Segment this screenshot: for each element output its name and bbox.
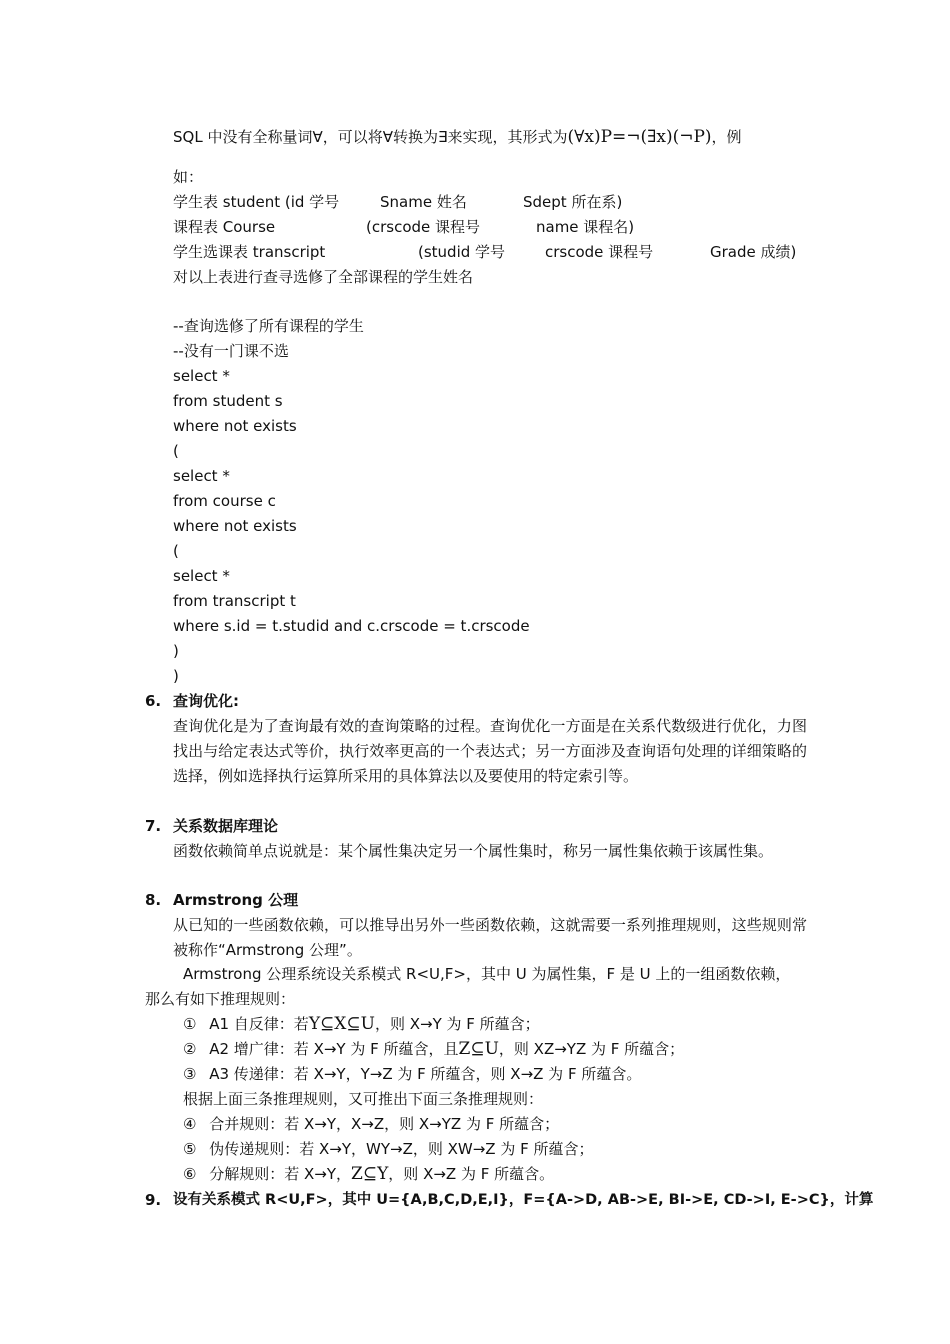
- sql-line: select *: [173, 567, 230, 585]
- section-title: Armstrong 公理: [173, 891, 299, 909]
- sql-line: ): [173, 642, 179, 660]
- section-body: 查询优化是为了查询最有效的查询策略的过程。查询优化一方面是在关系代数级进行优化，力图找出与给定表达式等价，执行效率更高的一个表达式；另一方面涉及查询语句处理的详细策略的选择，例如选择执行运算所采用的具体算法以及要使用的特定索引等。: [173, 717, 807, 785]
- sql-line: (: [173, 542, 179, 560]
- sql-line: select *: [173, 467, 230, 485]
- rule-mark: ①: [183, 1015, 197, 1033]
- transcript-col-3: crscode 课程号: [545, 243, 654, 261]
- armstrong-intro-line-1: Armstrong 公理系统设关系模式 R<U,F>，其中 U 为属性集，F 是 U 上的一组函数依赖，: [183, 965, 791, 983]
- sql-line: select *: [173, 367, 230, 385]
- transcript-col-2: (studid 学号: [418, 243, 506, 261]
- sql-line: --查询选修了所有课程的学生: [173, 317, 364, 335]
- rule-text: A1 自反律：若: [209, 1015, 309, 1033]
- formula: (∀x)P=¬(∃x)(¬P): [567, 127, 712, 147]
- intro-line-1: [173, 126, 742, 148]
- rule-mark: ③: [183, 1065, 197, 1083]
- rule-text: A3 传递律：若 X→Y，Y→Z 为 F 所蕴含，则 X→Z 为 F 所蕴含。: [209, 1065, 642, 1083]
- rule-text: ，则 X→Z 为 F 所蕴含。: [388, 1165, 555, 1183]
- sql-line: (: [173, 442, 179, 460]
- rule-mark: ②: [183, 1040, 197, 1058]
- section-body: 函数依赖简单点说就是：某个属性集决定另一个属性集时，称另一属性集依赖于该属性集。: [173, 842, 774, 860]
- student-col-3: Sdept 所在系): [523, 193, 623, 211]
- section-number: 7.: [145, 817, 162, 835]
- rule-text: 伪传递规则：若 X→Y，WY→Z，则 XW→Z 为 F 所蕴含；: [209, 1140, 594, 1158]
- course-col-2: (crscode 课程号: [366, 218, 481, 236]
- student-col-1: 学生表 student (id 学号: [173, 193, 340, 211]
- rule-union: [183, 1113, 559, 1135]
- course-col-1: 课程表 Course: [173, 218, 276, 236]
- armstrong-intro-line-2: 那么有如下推理规则：: [145, 990, 296, 1008]
- formula: Z⊆U: [458, 1039, 499, 1059]
- rule-mark: ⑥: [183, 1165, 197, 1183]
- formula: Y⊆X⊆U: [308, 1014, 375, 1034]
- intro-suffix: ，例: [711, 128, 742, 146]
- sql-line: where not exists: [173, 417, 297, 435]
- section-title: 关系数据库理论: [173, 817, 279, 835]
- section-9-text: 设有关系模式 R<U,F>，其中 U={A,B,C,D,E,I}，F={A->D, AB->E, BI->E, CD->I, E->C}，计算: [173, 1192, 874, 1208]
- rule-a3: [183, 1063, 641, 1085]
- rule-text: 分解规则：若 X→Y，: [209, 1165, 352, 1183]
- rule-text: A2 增广律：若 X→Y 为 F 所蕴含，且: [209, 1040, 459, 1058]
- section-body: 从已知的一些函数依赖，可以推导出另外一些函数依赖，这就需要一系列推理规则，这些规则常被称作“Armstrong 公理”。: [173, 916, 807, 959]
- rule-a2: [183, 1038, 684, 1060]
- rule-a1: [183, 1013, 540, 1035]
- sql-line: where not exists: [173, 517, 297, 535]
- sql-line: ): [173, 667, 179, 685]
- student-col-2: Sname 姓名: [380, 193, 467, 211]
- rule-mark: ④: [183, 1115, 197, 1133]
- transcript-col-4: Grade 成绩): [710, 243, 797, 261]
- sql-line: from course c: [173, 492, 276, 510]
- course-col-3: name 课程名): [536, 218, 635, 236]
- section-number: 8.: [145, 891, 162, 909]
- sql-line: --没有一门课不选: [173, 342, 289, 360]
- rule-pseudo-transitivity: [183, 1138, 594, 1160]
- transcript-col-1: 学生选课表 transcript: [173, 243, 326, 261]
- formula: Z⊆Y: [351, 1164, 389, 1184]
- rule-text: 合并规则：若 X→Y，X→Z，则 X→YZ 为 F 所蕴含；: [209, 1115, 560, 1133]
- sql-line: from student s: [173, 392, 283, 410]
- sql-line: where s.id = t.studid and c.crscode = t.crscode: [173, 617, 530, 635]
- rule-mark: ⑤: [183, 1140, 197, 1158]
- rule-text: ，则 XZ→YZ 为 F 所蕴含；: [498, 1040, 685, 1058]
- intro-line-2: 如：: [173, 168, 204, 186]
- rule-text: ，则 X→Y 为 F 所蕴含；: [374, 1015, 540, 1033]
- section-number: 9.: [145, 1191, 162, 1209]
- task-line: 对以上表进行查寻选修了全部课程的学生姓名: [173, 268, 474, 286]
- section-number: 6.: [145, 692, 162, 710]
- intro-text: SQL 中没有全称量词∀，可以将∀转换为∃来实现，其形式为: [173, 128, 568, 146]
- sql-line: from transcript t: [173, 592, 296, 610]
- rule-decomposition: [183, 1163, 554, 1185]
- section-title: 查询优化:: [173, 692, 239, 710]
- rules-intro: 根据上面三条推理规则，又可推出下面三条推理规则：: [183, 1090, 544, 1108]
